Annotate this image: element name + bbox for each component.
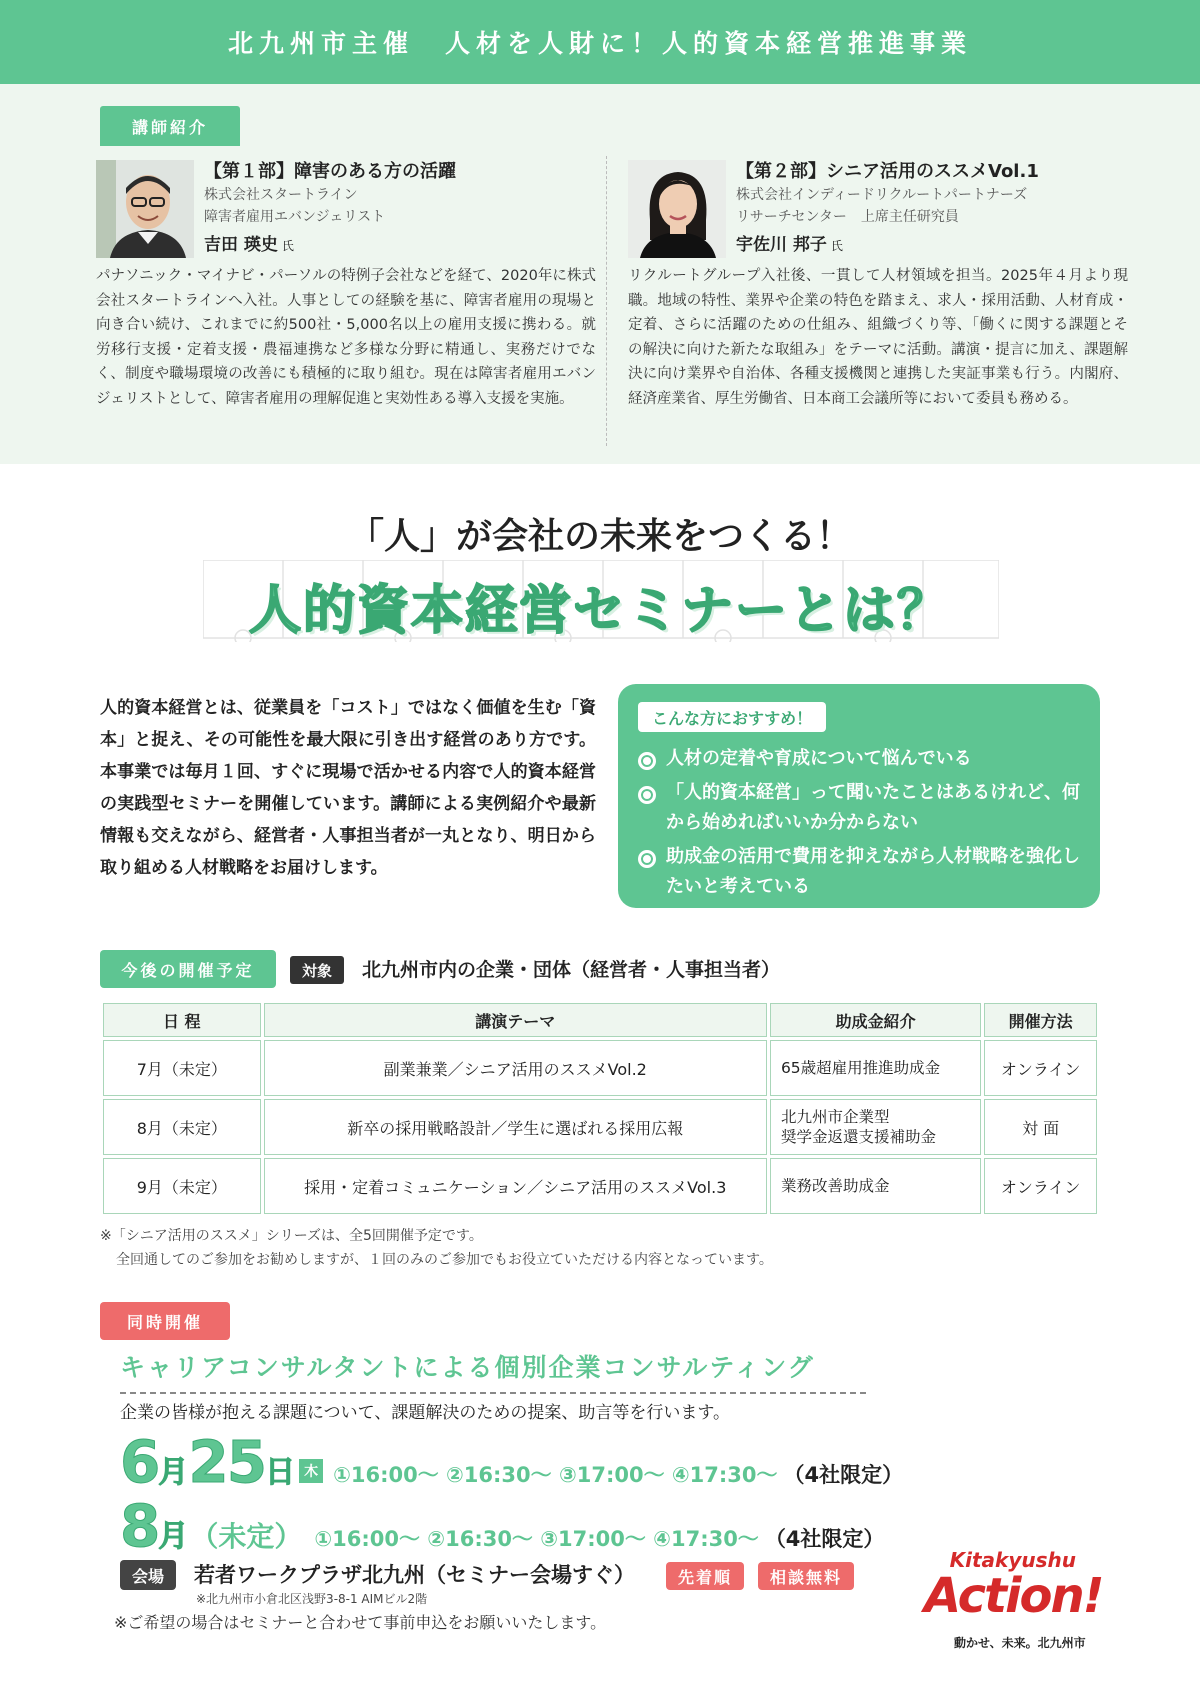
seminar-title: 人的資本経営セミナーとは？ (248, 581, 951, 641)
consult-description: 企業の皆様が抱える課題について、課題解決のための提案、助言等を行います。 (120, 1403, 730, 1423)
header-method: 開催方法 (984, 1003, 1097, 1037)
date-1-month-unit: 月 (158, 1455, 189, 1490)
schedule-label: 今後の開催予定 (100, 950, 276, 988)
instructor-2-org: 株式会社インディードリクルートパートナーズ (736, 187, 1028, 203)
row-method: 対 面 (984, 1099, 1097, 1155)
instructor-2-honorific: 氏 (830, 239, 843, 253)
instructor-1-name: 吉田 瑛史 (204, 235, 278, 255)
venue-badge: 会場 (120, 1560, 176, 1590)
row-grant: 65歳超雇用推進助成金 (770, 1040, 981, 1096)
logo-tagline: 動かせ、未来。北九州市 (954, 1636, 1086, 1650)
instructor-1-honorific: 氏 (281, 239, 294, 253)
row-grant: 北九州市企業型 奨学金返還支援補助金 (770, 1099, 981, 1155)
banner-title: 北九州市主催 人材を人財に！人的資本経営推進事業 (227, 29, 972, 58)
date-2-month-unit: 月 (158, 1519, 189, 1554)
instructor-2-role: リサーチセンター 上席主任研究員 (736, 209, 959, 225)
top-banner (0, 0, 1200, 84)
instructor-2-photo (628, 160, 726, 258)
instructor-1-org: 株式会社スタートライン (204, 187, 358, 203)
date-1-big (120, 1428, 295, 1496)
instructor-2-name-line (736, 230, 1156, 255)
row-date: 7月（未定） (103, 1040, 261, 1096)
instructor-1-session: 【第１部】障害のある方の活躍 (204, 161, 456, 182)
instructor-2-name: 宇佐川 邦子 (736, 235, 827, 255)
weekday-badge: 木 (299, 1459, 323, 1483)
target-badge: 対象 (290, 956, 344, 984)
final-note: ※ご希望の場合はセミナーと合わせて事前申込をお願いいたします。 (114, 1613, 607, 1632)
instructor-section-label: 講師紹介 (100, 106, 240, 146)
instructor-2-session: 【第２部】シニア活用のススメVol.1 (736, 161, 1039, 182)
date-2-big (120, 1492, 188, 1560)
recommend-list (636, 744, 1086, 906)
concurrent-label: 同時開催 (100, 1302, 230, 1340)
table-row (103, 1040, 1097, 1096)
schedule-note-1: ※「シニア活用のススメ」シリーズは、全5回開催予定です。 (100, 1228, 483, 1244)
schedule-table (100, 1000, 1100, 1217)
date-1-month: 6 (120, 1428, 159, 1496)
venue-name: 若者ワークプラザ北九州（セミナー会場すぐ） (194, 1563, 635, 1587)
row-date: 9月（未定） (103, 1158, 261, 1214)
recommend-item: 助成金の活用で費用を抑えながら人材戦略を強化したいと考えている (636, 842, 1086, 902)
recommend-box (618, 684, 1100, 908)
consult-title: キャリアコンサルタントによる個別企業コンサルティング (120, 1348, 866, 1394)
logo-action: Action! (924, 1568, 1103, 1624)
venue-address: ※北九州市小倉北区浅野3-8-1 AIMビル2階 (196, 1592, 428, 1606)
row-date: 8月（未定） (103, 1099, 261, 1155)
date-2-limit: （4社限定） (764, 1527, 885, 1551)
row-method: オンライン (984, 1040, 1097, 1096)
instructor-1-header (204, 160, 624, 255)
first-come-badge: 先着順 (666, 1562, 744, 1590)
row-grant: 業務改善助成金 (770, 1158, 981, 1214)
table-header-row (103, 1003, 1097, 1037)
row-theme: 副業兼業／シニア活用のススメVol.2 (264, 1040, 767, 1096)
target-text: 北九州市内の企業・団体（経営者・人事担当者） (362, 959, 781, 981)
consult-date-2 (120, 1492, 884, 1560)
instructor-1-bio: パナソニック・マイナビ・パーソルの特例子会社などを経て、2020年に株式会社スタートラインへ入社。人事としての経験を基に、障害者雇用の現場と向き合い続け、これまでに約500社・5,000名以上の雇用支援に携わる。就労移行支援・定着支援・農福連携など多様な分野に精通し、実務だけでなく、制度や職場環境の改善にも積極的に取り組む。現在は障害者雇用エバンジェリストとして、障害者雇用の理解促進と実効性ある導入支援を実施。 (96, 268, 596, 407)
free-consult-badge: 相談無料 (758, 1562, 854, 1590)
catch-headline: 「人」が会社の未来をつくる！ (347, 516, 852, 557)
recommend-item: 人材の定着や育成について悩んでいる (636, 744, 1086, 774)
date-1-day: 25 (188, 1428, 266, 1496)
table-row (103, 1099, 1097, 1155)
row-method: オンライン (984, 1158, 1097, 1214)
row-theme: 新卒の採用戦略設計／学生に選ばれる採用広報 (264, 1099, 767, 1155)
header-theme: 講演テーマ (264, 1003, 767, 1037)
header-date: 日 程 (103, 1003, 261, 1037)
logo-kitakyushu: Kitakyushu (949, 1548, 1076, 1572)
consult-date-1 (120, 1428, 903, 1496)
instructor-section (0, 84, 1200, 464)
instructor-1-role: 障害者雇用エバンジェリスト (204, 209, 386, 225)
table-row (103, 1158, 1097, 1214)
date-2-slots: ①16:00～ ②16:30～ ③17:00～ ④17:30～ (314, 1527, 759, 1551)
schedule-note-2: 全回通してのご参加をお勧めしますが、１回のみのご参加でもお役立ていただける内容となっています。 (116, 1252, 773, 1268)
kitakyushu-action-logo (916, 1548, 1106, 1658)
row-theme: 採用・定着コミュニケーション／シニア活用のススメVol.3 (264, 1158, 767, 1214)
date-1-day-unit: 日 (265, 1455, 296, 1490)
instructor-1-photo (96, 160, 194, 258)
recommend-item: 「人的資本経営」って聞いたことはあるけれど、何から始めればいいか分からない (636, 778, 1086, 838)
intro-text: 人的資本経営とは、従業員を「コスト」ではなく価値を生む「資本」と捉え、その可能性を最大限に引き出す経営のあり方です。本事業では毎月１回、すぐに現場で活かせる内容で人的資本経営の実践型セミナーを開催しています。講師による実例紹介や最新情報も交えながら、経営者・人事担当者が一丸となり、明日から取り組める人材戦略をお届けします。 (100, 698, 596, 878)
date-1-limit: （4社限定） (783, 1463, 904, 1487)
header-grant: 助成金紹介 (770, 1003, 981, 1037)
date-2-tbd: （未定） (190, 1520, 303, 1553)
date-1-slots: ①16:00～ ②16:30～ ③17:00～ ④17:30～ (333, 1463, 778, 1487)
instructor-divider (606, 156, 607, 446)
instructor-1-name-line (204, 230, 624, 255)
instructor-2-bio: リクルートグループ入社後、一貫して人材領域を担当。2025年４月より現職。地域の特性、業界や企業の特色を踏まえ、求人・採用活動、人材育成・定着、さらに活躍のための仕組み、組織づくり等、「働くに関する課題とその解決に向けた新たな取組み」をテーマに活動。講演・提言に加え、課題解決に向け業界や自治体、各種支援機関と連携した実証事業も行う。内閣府、経済産業省、厚生労働省、日本商工会議所等において委員も務める。 (628, 268, 1128, 407)
instructor-2-header (736, 160, 1156, 255)
date-2-month: 8 (120, 1492, 159, 1560)
recommend-label: こんな方におすすめ！ (638, 702, 826, 732)
